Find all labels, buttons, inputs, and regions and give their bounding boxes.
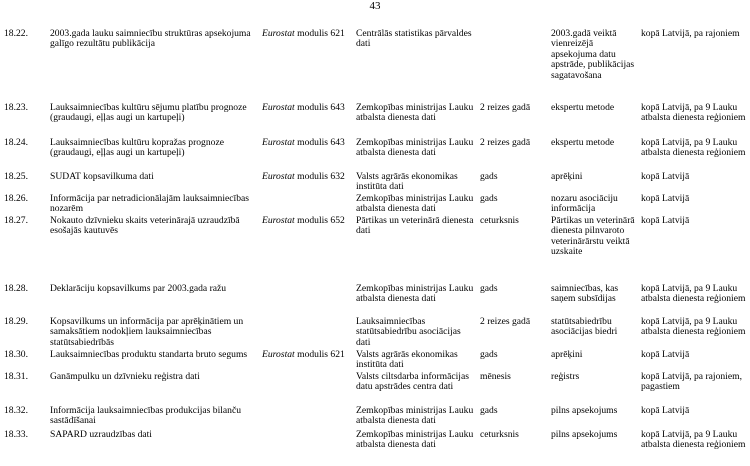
row-institution: Zemkopības ministrijas Lauku atbalsta dienesta dati [356, 429, 474, 451]
row-frequency: gads [480, 283, 498, 294]
row-title: SAPARD uzraudzības dati [50, 429, 152, 440]
row-method: aprēķini [551, 171, 583, 182]
row-institution: Zemkopības ministrijas Lauku atbalsta dienesta dati [356, 405, 474, 427]
source-italic: Eurostat [262, 171, 295, 182]
row-region: kopā Latvijā, pa 9 Lauku atbalsta dienesta reģioniem [641, 102, 746, 124]
row-title: Lauksaimniecības kultūru kopražas prognoze (graudaugi, eļļas augi un kartupeļi) [50, 137, 224, 159]
row-institution: Valsts agrārās ekonomikas institūta dati [356, 349, 458, 371]
row-method: pilns apsekojums [551, 405, 618, 416]
row-frequency: gads [480, 193, 498, 204]
row-title: SUDAT kopsavilkuma dati [50, 171, 154, 182]
row-institution: Lauksaimniecības statūtsabiedrību asociācijas dati [356, 316, 461, 348]
row-region: kopā Latvijā [641, 405, 690, 416]
row-region: kopā Latvijā, pa 9 Lauku atbalsta dienesta reģioniem [641, 283, 746, 305]
page-number: 43 [369, 0, 381, 12]
row-number: 18.27. [4, 215, 28, 226]
row-method: aprēķini [551, 349, 583, 360]
row-region: kopā Latvijā, pa rajoniem [641, 28, 740, 39]
row-number: 18.32. [4, 405, 28, 416]
row-frequency: ceturksnis [480, 429, 519, 440]
source-italic: Eurostat [262, 137, 295, 148]
row-method: Pārtikas un veterinārā dienesta pilnvaroto veterinārārstu veiktā uzskaite [551, 215, 635, 258]
row-number: 18.31. [4, 371, 28, 382]
row-method: ekspertu metode [551, 137, 615, 148]
row-frequency: mēnesis [480, 371, 511, 382]
row-number: 18.25. [4, 171, 28, 182]
row-number: 18.28. [4, 283, 28, 294]
row-title: Informācija par netradicionālajām lauksaimniecības nozarēm [50, 193, 249, 215]
row-frequency: ceturksnis [480, 215, 519, 226]
source-italic: Eurostat [262, 215, 295, 226]
source-rest: modulis 652 [294, 215, 345, 226]
row-method: saimniecības, kas saņem subsīdijas [551, 283, 619, 305]
row-source [262, 29, 350, 39]
row-region: kopā Latvijā [641, 171, 690, 182]
row-frequency: 2 reizes gadā [480, 316, 531, 327]
row-source [262, 172, 350, 182]
row-frequency: 2 reizes gadā [480, 137, 531, 148]
source-rest: modulis 621 [294, 28, 345, 39]
row-method: nozaru asociāciju informācija [551, 193, 618, 215]
row-region: kopā Latvijā, pa 9 Lauku atbalsta dienesta reģioniem [641, 137, 746, 159]
row-title: Nokauto dzīvnieku skaits veterinārajā uzraudzībā esošajās kautuvēs [50, 215, 240, 237]
row-title: Lauksaimniecības produktu standarta bruto segums [50, 349, 248, 360]
row-institution: Valsts agrārās ekonomikas institūta dati [356, 171, 458, 193]
source-rest: modulis 632 [294, 171, 345, 182]
row-number: 18.22. [4, 28, 28, 39]
row-institution: Zemkopības ministrijas Lauku atbalsta dienesta dati [356, 283, 474, 305]
source-italic: Eurostat [262, 28, 295, 39]
row-region: kopā Latvijā, pa rajoniem, pagastiem [641, 371, 742, 393]
source-italic: Eurostat [262, 102, 295, 113]
row-number: 18.23. [4, 102, 28, 113]
row-method: pilns apsekojums [551, 429, 618, 440]
row-frequency: 2 reizes gadā [480, 102, 531, 113]
row-institution: Zemkopības ministrijas Lauku atbalsta dienesta dati [356, 137, 474, 159]
row-method: ekspertu metode [551, 102, 615, 113]
row-institution: Valsts ciltsdarba informācijas datu apstrādes centra dati [356, 371, 469, 393]
row-source [262, 138, 350, 148]
source-rest: modulis 621 [294, 349, 345, 360]
row-institution: Centrālās statistikas pārvaldes dati [356, 28, 472, 50]
row-region: kopā Latvijā [641, 215, 690, 226]
row-institution: Zemkopības ministrijas Lauku atbalsta dienesta dati [356, 102, 474, 124]
row-region: kopā Latvijā, pa 9 Lauku atbalsta dienesta reģioniem [641, 316, 746, 338]
row-institution: Pārtikas un veterinārā dienesta dati [356, 215, 474, 237]
row-title: Informācija lauksaimniecības produkcijas bilanču sastādīšanai [50, 405, 242, 427]
row-source [262, 216, 350, 226]
row-institution: Zemkopības ministrijas Lauku atbalsta dienesta dati [356, 193, 474, 215]
row-method: statūtsabiedrību asociācijas biedri [551, 316, 618, 338]
row-title: Ganāmpulku un dzīvnieku reģistra dati [50, 371, 200, 382]
row-number: 18.24. [4, 137, 28, 148]
row-region: kopā Latvijā [641, 349, 690, 360]
row-source [262, 103, 350, 113]
row-source [262, 350, 350, 360]
source-italic: Eurostat [262, 349, 295, 360]
row-frequency: gads [480, 405, 498, 416]
row-title: Deklarāciju kopsavilkums par 2003.gada ražu [50, 283, 227, 294]
row-frequency: gads [480, 349, 498, 360]
row-title: Kopsavilkums un informācija par aprēķinātiem un samaksātiem nodokļiem lauksaimniecības statūtsabiedrībās [50, 316, 244, 348]
row-number: 18.33. [4, 429, 28, 440]
row-number: 18.26. [4, 193, 28, 204]
row-frequency: gads [480, 171, 498, 182]
row-title: 2003.gada lauku saimniecību struktūras apsekojuma galīgo rezultātu publikācija [50, 28, 251, 50]
row-number: 18.30. [4, 349, 28, 360]
row-title: Lauksaimniecības kultūru sējumu platību prognoze (graudaugi, eļļas augi un kartupeļi) [50, 102, 247, 124]
source-rest: modulis 643 [294, 137, 345, 148]
row-method: reģistrs [551, 371, 580, 382]
row-region: kopā Latvijā, pa 9 Lauku atbalsta dienesta reģioniem [641, 429, 746, 451]
source-rest: modulis 643 [294, 102, 345, 113]
row-region: kopā Latvijā [641, 193, 690, 204]
row-number: 18.29. [4, 316, 28, 327]
row-method: 2003.gadā veiktā vienreizējā apsekojuma datu apstrāde, publikācijas sagatavošana [551, 28, 635, 81]
